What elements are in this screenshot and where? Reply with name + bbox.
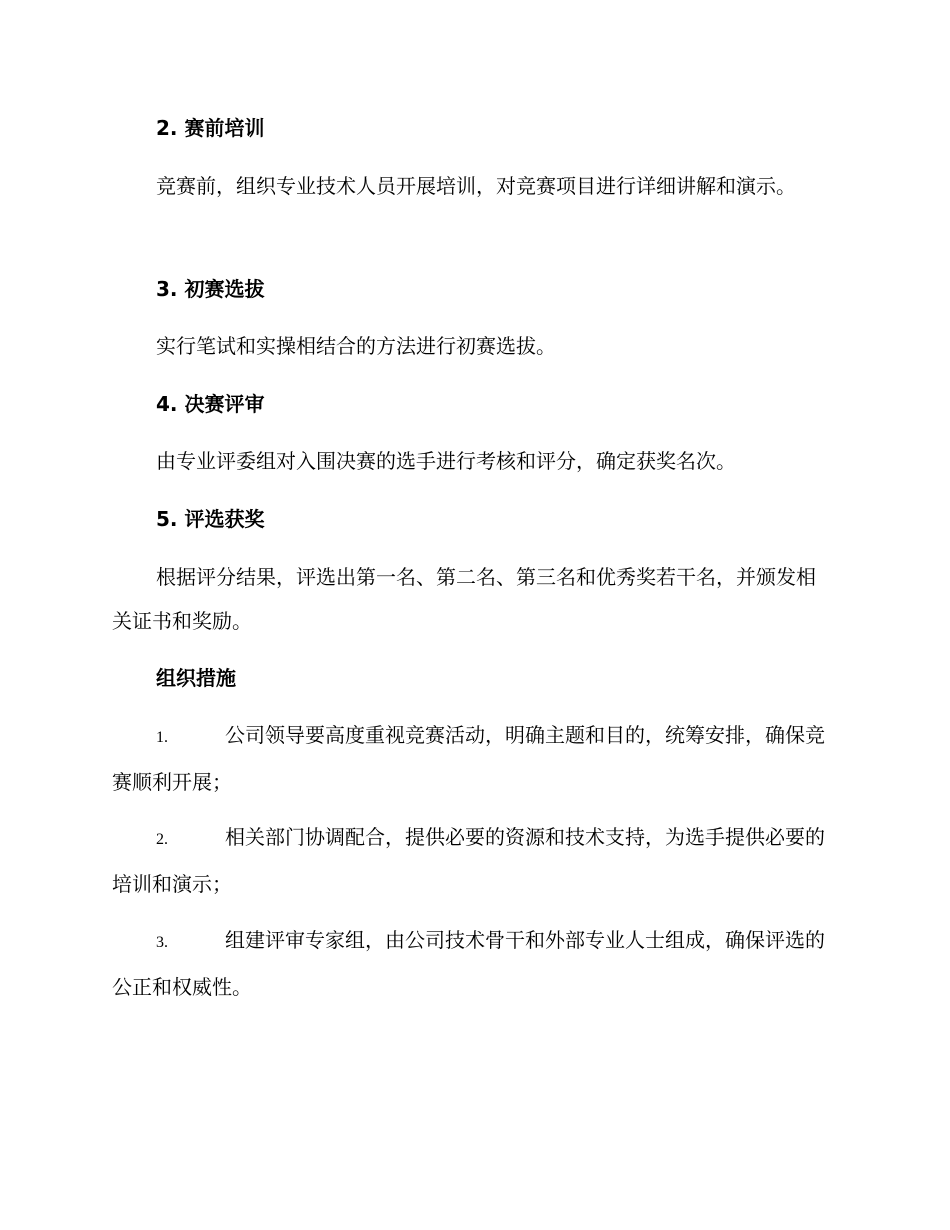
list-item-text: 组建评审专家组，由公司技术骨干和外部专业人士组成，确保评选的公正和权威性。 xyxy=(112,928,825,999)
section-heading-preliminary: 3. 初赛选拔 xyxy=(156,277,265,301)
section-text-final-review: 由专业评委组对入围决赛的选手进行考核和评分，确定获奖名次。 xyxy=(156,449,736,473)
list-item-number: 1. xyxy=(156,729,168,746)
section-heading-pretraining: 2. 赛前培训 xyxy=(156,116,265,140)
list-item-number: 3. xyxy=(156,934,168,951)
section-text-pretraining: 竞赛前，组织专业技术人员开展培训，对竞赛项目进行详细讲解和演示。 xyxy=(156,174,796,198)
measures-heading: 组织措施 xyxy=(156,666,236,690)
section-text-preliminary: 实行笔试和实操相结合的方法进行初赛选拔。 xyxy=(156,334,556,358)
list-item-text: 公司领导要高度重视竞赛活动，明确主题和目的，统筹安排，确保竞赛顺利开展； xyxy=(112,723,825,794)
list-item xyxy=(112,815,832,906)
list-item xyxy=(112,713,832,804)
list-item xyxy=(112,918,832,1009)
section-text-awards: 根据评分结果，评选出第一名、第二名、第三名和优秀奖若干名，并颁发相关证书和奖励。 xyxy=(112,565,816,633)
list-item-number: 2. xyxy=(156,831,168,848)
section-heading-awards: 5. 评选获奖 xyxy=(156,507,265,531)
section-heading-final-review: 4. 决赛评审 xyxy=(156,392,265,416)
list-item-text: 相关部门协调配合，提供必要的资源和技术支持，为选手提供必要的培训和演示； xyxy=(112,825,825,896)
